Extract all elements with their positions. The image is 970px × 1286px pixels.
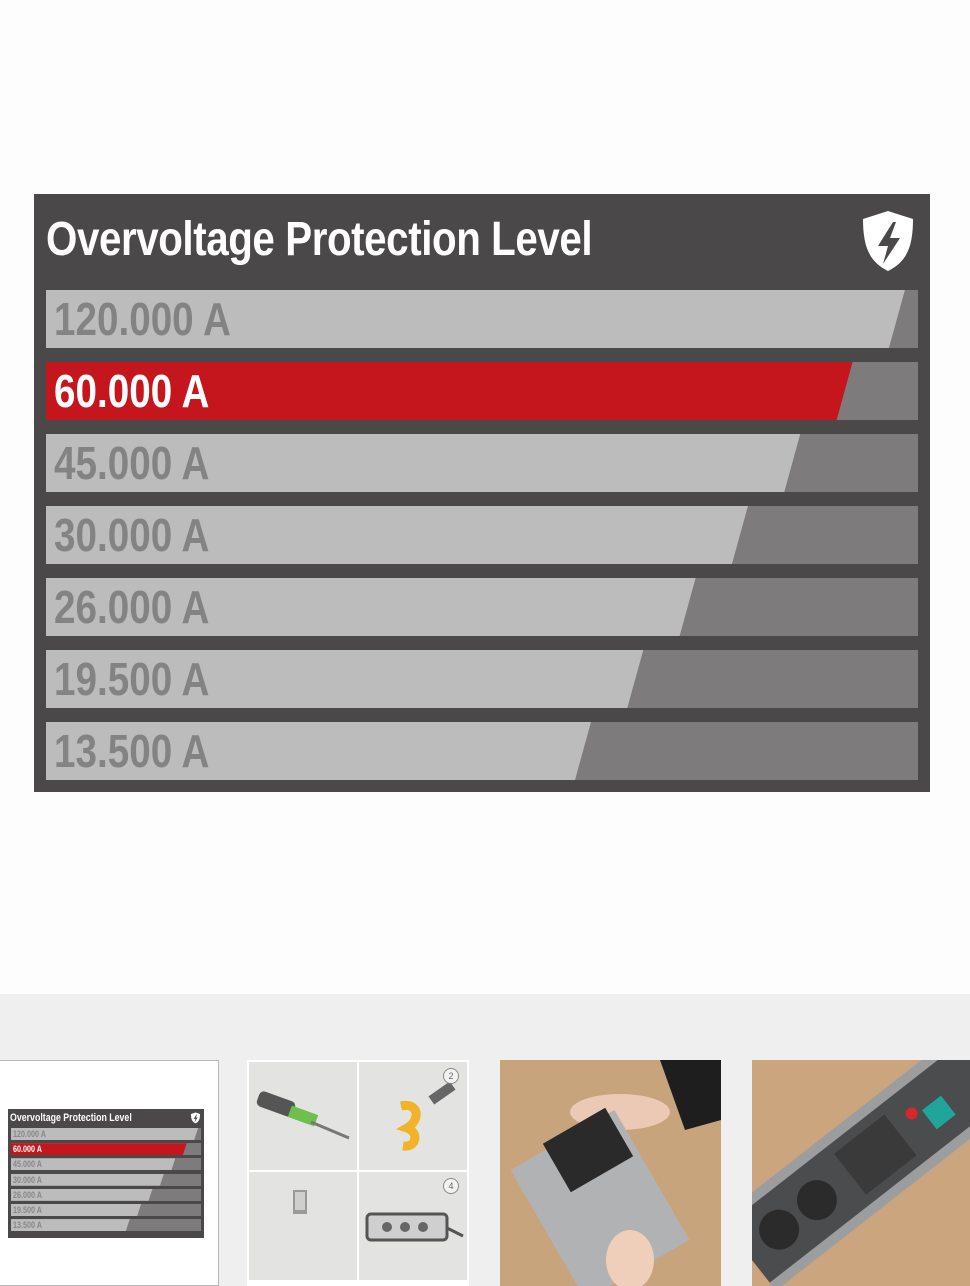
thumbnail-level-row: [11, 1143, 201, 1155]
thumbnail-chart-preview: [8, 1109, 204, 1238]
step-cell-1: [249, 1062, 357, 1170]
thumbnail-chart[interactable]: [0, 1060, 219, 1286]
thumbnail-level-row: [11, 1204, 201, 1216]
protection-level-bars: [46, 290, 918, 794]
step-cell-2: [359, 1062, 467, 1170]
protection-level-label: 120.000 A: [54, 293, 231, 345]
step-cell-3: [249, 1172, 357, 1280]
mounting-clip-icon: [249, 1172, 357, 1280]
thumbnail-level-label: 45.000 A: [13, 1159, 42, 1170]
thumbnail-level-label: 19.500 A: [13, 1204, 42, 1215]
protection-level-label: 13.500 A: [54, 725, 210, 777]
thumbnail-mounting-steps[interactable]: [247, 1060, 469, 1286]
protection-level-row: [46, 650, 918, 708]
step-number: 2: [443, 1068, 459, 1084]
thumbnail-level-row: [11, 1158, 201, 1170]
protection-level-label: 26.000 A: [54, 581, 210, 633]
lightning-shield-icon: [190, 1112, 201, 1124]
protection-level-label: 30.000 A: [54, 509, 210, 561]
main-product-image[interactable]: [34, 194, 930, 792]
thumbnail-level-label: 120.000 A: [13, 1129, 46, 1139]
thumbnail-photo-hand-mount[interactable]: [500, 1060, 721, 1286]
power-strip-photo: [752, 1060, 970, 1286]
thumbnail-bars: [11, 1128, 201, 1234]
thumbnail-level-label: 30.000 A: [13, 1174, 42, 1185]
hand-mounting-photo: [500, 1060, 721, 1286]
protection-level-row: [46, 506, 918, 564]
thumbnail-level-label: 26.000 A: [13, 1189, 42, 1200]
thumbnail-level-row: [11, 1128, 201, 1140]
protection-level-row: [46, 362, 918, 420]
thumbnail-chart-title: Overvoltage Protection Level: [10, 1112, 132, 1124]
thumbnail-level-row: [11, 1219, 201, 1231]
chart-title: Overvoltage Protection Level: [46, 213, 593, 266]
thumbnail-level-label: 13.500 A: [13, 1220, 42, 1231]
protection-level-row: [46, 722, 918, 780]
protection-level-row: [46, 290, 918, 348]
thumbnail-level-label: 60.000 A: [13, 1144, 42, 1155]
protection-level-row: [46, 434, 918, 492]
step-cell-4: [359, 1172, 467, 1280]
protection-level-label: 45.000 A: [54, 437, 210, 489]
protection-level-label: 19.500 A: [54, 653, 210, 705]
thumbnail-level-row: [11, 1174, 201, 1186]
thumbnail-photo-power-strip[interactable]: [752, 1060, 970, 1286]
wall-plug-icon: [249, 1062, 357, 1170]
thumbnail-strip: [0, 994, 970, 1286]
step-number: 4: [443, 1178, 459, 1194]
thumbnail-level-row: [11, 1189, 201, 1201]
protection-level-row: [46, 578, 918, 636]
protection-level-label: 60.000 A: [54, 365, 210, 417]
lightning-shield-icon: [858, 208, 918, 274]
